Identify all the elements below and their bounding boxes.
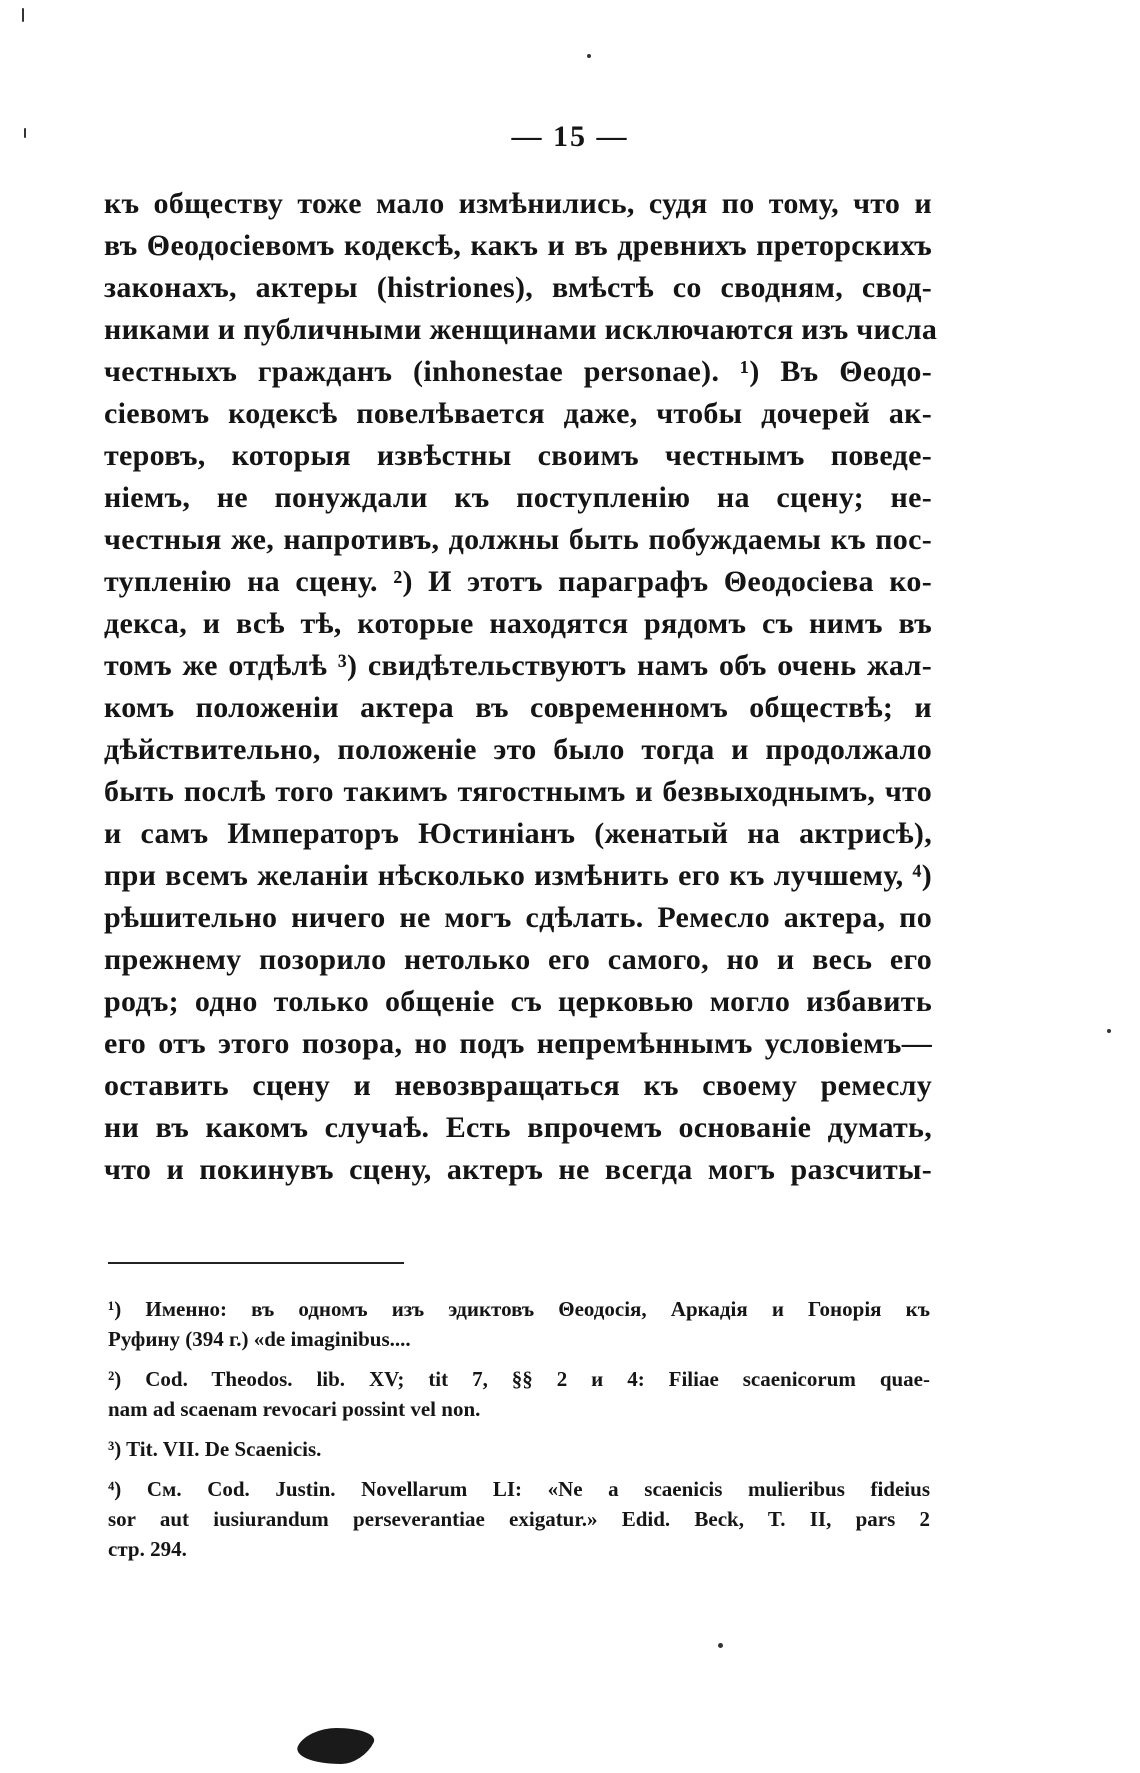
scan-speck xyxy=(587,54,591,58)
footnote-line: стр. 294. xyxy=(108,1537,187,1561)
footnote-1 xyxy=(108,1294,930,1354)
text-line: быть послѣ того такимъ тягостнымъ и безвыходнымъ, что xyxy=(104,775,932,808)
text-line: сіевомъ кодексѣ повелѣвается даже, чтобы дочерей ак- xyxy=(104,397,932,430)
text-line: родъ; одно только общеніе съ церковью могло избавить xyxy=(104,985,932,1018)
footnote-line: nam ad scaenam revocari possint vel non. xyxy=(108,1397,481,1421)
text-line: законахъ, актеры (histriones), вмѣстѣ со сводням, свод- xyxy=(104,271,932,304)
text-line: въ Θеодосіевомъ кодексѣ, какъ и въ древнихъ преторскихъ xyxy=(104,229,932,262)
footnote-4 xyxy=(108,1474,930,1564)
text-line: и самъ Императоръ Юстиніанъ (женатый на актрисѣ), xyxy=(104,817,932,850)
scan-speck xyxy=(1107,1029,1111,1033)
ink-blot xyxy=(290,1728,381,1764)
text-line: декса, и всѣ тѣ, которые находятся рядомъ съ нимъ въ xyxy=(104,607,932,640)
text-line: комъ положеніи актера въ современномъ обществѣ; и xyxy=(104,691,932,724)
footnote-line: ³) Tit. VII. De Scaenicis. xyxy=(108,1437,322,1461)
scan-speck xyxy=(24,128,26,138)
body-text xyxy=(104,183,938,1191)
text-line: его отъ этого позора, но подъ непремѣннымъ условіемъ— xyxy=(104,1027,932,1060)
text-line: при всемъ желаніи нѣсколько измѣнить его къ лучшему, ⁴) xyxy=(104,859,932,892)
footnote-divider xyxy=(108,1262,404,1264)
footnotes xyxy=(108,1294,930,1564)
text-line: дѣйствительно, положеніе это было тогда и продолжало xyxy=(104,733,932,766)
text-line: ніемъ, не понуждали къ поступленію на сцену; не- xyxy=(104,481,932,514)
text-line: томъ же отдѣлѣ ³) свидѣтельствуютъ намъ объ очень жал- xyxy=(104,649,932,682)
text-line: оставить сцену и невозвращаться къ своему ремеслу xyxy=(104,1069,932,1102)
footnote-2 xyxy=(108,1364,930,1424)
text-line: къ обществу тоже мало измѣнились, судя по тому, что и xyxy=(104,187,932,220)
text-line: ни въ какомъ случаѣ. Есть впрочемъ основаніе думать, xyxy=(104,1111,932,1144)
text-line: что и покинувъ сцену, актеръ не всегда могъ разсчиты- xyxy=(104,1153,932,1186)
footnote-line: ²) Cod. Theodos. lib. XV; tit 7, §§ 2 и 4: Filiae scaenicorum quae- xyxy=(108,1367,930,1391)
footnote-line: sor aut iusiurandum perseverantiae exigatur.» Edid. Beck, T. II, pars 2 xyxy=(108,1507,930,1531)
scan-speck xyxy=(718,1643,723,1648)
text-line: честныхъ гражданъ (inhonestae personae). ¹) Въ Θеодо- xyxy=(104,355,932,388)
footnote-line: Руфину (394 г.) «de imaginibus.... xyxy=(108,1327,411,1351)
footnote-line: ⁴) См. Cod. Justin. Novellarum LI: «Ne a scaenicis mulieribus fideius xyxy=(108,1477,930,1501)
text-line: прежнему позорило нетолько его самого, но и весь его xyxy=(104,943,932,976)
scan-speck xyxy=(22,8,24,22)
text-line: теровъ, которыя извѣстны своимъ честнымъ поведе- xyxy=(104,439,932,472)
page-number: — 15 — xyxy=(511,120,629,153)
footnote-3 xyxy=(108,1434,930,1464)
text-line: никами и публичными женщинами исключаются изъ числа xyxy=(104,313,938,346)
text-line: тупленію на сцену. ²) И этотъ параграфъ Θеодосіева ко- xyxy=(104,565,932,598)
footnote-line: ¹) Именно: въ одномъ изъ эдиктовъ Θеодосія, Аркадія и Гонорія къ xyxy=(108,1297,930,1321)
text-line: честныя же, напротивъ, должны быть побуждаемы къ пос- xyxy=(104,523,932,556)
text-line: рѣшительно ничего не могъ сдѣлать. Ремесло актера, по xyxy=(104,901,932,934)
